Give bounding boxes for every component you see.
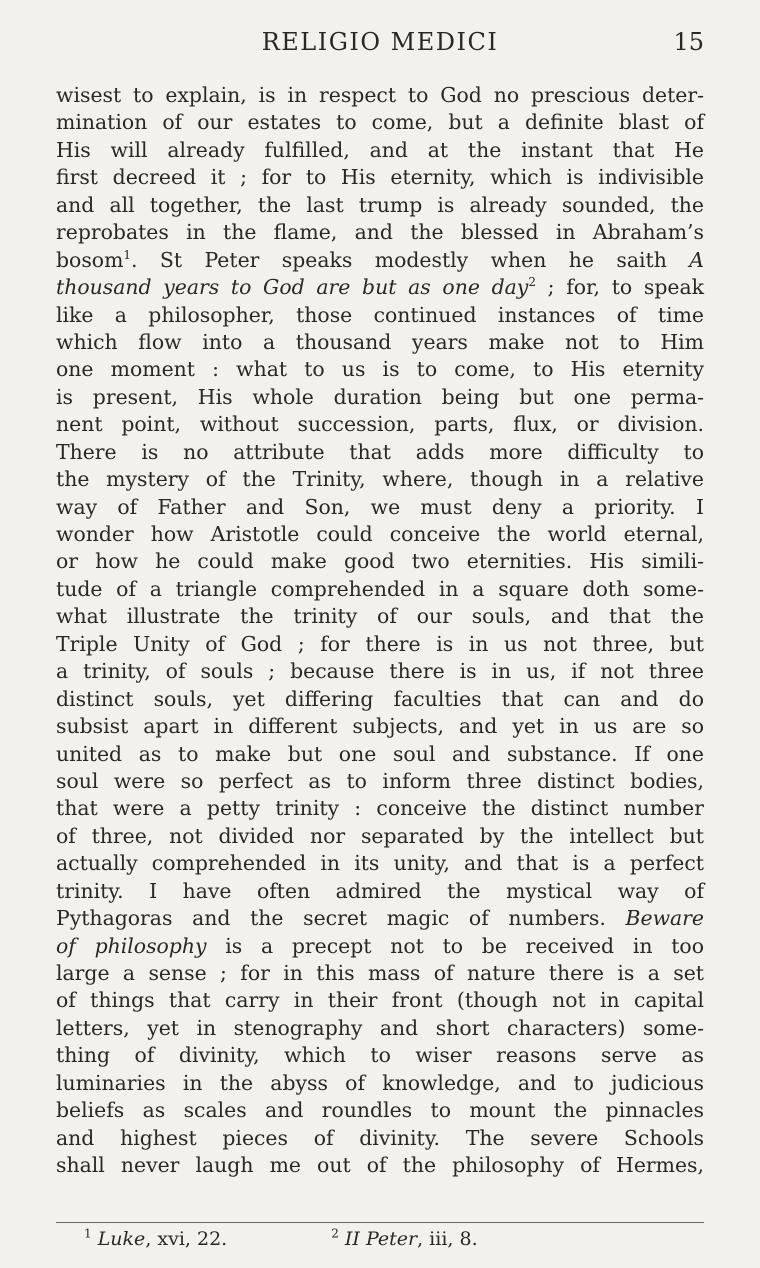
text-line [56, 713, 704, 740]
text-segment: of things that carry in their front (though not in capital [56, 988, 704, 1013]
text-line [56, 1015, 704, 1042]
body-text [56, 82, 704, 1180]
footnote-reference-location: , xvi, 22. [145, 1228, 228, 1250]
text-segment: like a philosopher, those continued instances of time [56, 302, 704, 327]
text-segment: There is no attribute that adds more difficulty to [56, 439, 704, 464]
text-segment: what illustrate the trinity of our souls, and that the [56, 604, 704, 629]
text-line [56, 274, 704, 301]
text-segment: ; for, to speak [535, 275, 704, 300]
text-line [56, 411, 704, 438]
text-segment: actually comprehended in its unity, and that is a perfect [56, 851, 704, 876]
footnotes [84, 1226, 704, 1252]
text-line [56, 137, 704, 164]
text-line [56, 1042, 704, 1069]
text-segment: thing of divinity, which to wiser reasons serve as [56, 1043, 704, 1068]
text-line [56, 768, 704, 795]
text-line [56, 521, 704, 548]
text-segment: Triple Unity of God ; for there is in us not three, but [56, 631, 704, 656]
text-segment: luminaries in the abyss of knowledge, and to judicious [56, 1070, 704, 1095]
text-line [56, 1070, 704, 1097]
text-segment: subsist apart in different subjects, and yet in us are so [56, 714, 704, 739]
page-header [56, 28, 704, 62]
text-segment: and highest pieces of divinity. The severe Schools [56, 1125, 704, 1150]
text-line [56, 933, 704, 960]
footnote-marker: 2 [528, 275, 536, 290]
text-line [56, 631, 704, 658]
italic-text: A [689, 247, 704, 272]
text-line [56, 576, 704, 603]
text-line [56, 850, 704, 877]
footnote-number: 1 [84, 1226, 92, 1241]
footnote [331, 1226, 477, 1252]
text-segment: or how he could make good two eternities. His simili- [56, 549, 704, 574]
text-segment: and all together, the last trump is already sounded, the [56, 192, 704, 217]
text-line [56, 795, 704, 822]
footnote-reference-title: II Peter [344, 1228, 418, 1250]
text-segment: is present, His whole duration being but one perma- [56, 384, 704, 409]
text-segment: trinity. I have often admired the mystical way of [56, 878, 704, 903]
text-segment: large a sense ; for in this mass of nature there is a set [56, 961, 704, 985]
text-segment: reprobates in the flame, and the blessed in Abraham’s [56, 220, 704, 245]
text-segment: of three, not divided nor separated by the intellect but [56, 823, 704, 848]
text-line [56, 82, 704, 109]
text-segment: Pythagoras and the secret magic of numbers. [56, 906, 626, 931]
text-segment: His will already fulfilled, and at the instant that He [56, 137, 704, 162]
text-line [56, 192, 704, 219]
text-segment: bosom [56, 247, 124, 272]
footnote-reference-title: Luke [97, 1228, 146, 1250]
footnote [84, 1226, 227, 1252]
text-segment: letters, yet in stenography and short characters) some- [56, 1015, 704, 1040]
text-line [56, 1097, 704, 1124]
text-line [56, 164, 704, 191]
text-segment: nent point, without succession, parts, flux, or division. [56, 412, 704, 437]
text-line [56, 878, 704, 905]
italic-text: Beware [625, 906, 704, 931]
text-line [56, 548, 704, 575]
text-segment: a trinity, of souls ; because there is in us, if not three [56, 659, 704, 684]
text-segment: . St Peter speaks modestly when he saith [131, 247, 690, 272]
text-segment: distinct souls, yet differing faculties that can and do [56, 686, 704, 711]
text-line [56, 219, 704, 246]
text-line [56, 466, 704, 493]
text-line [56, 603, 704, 630]
text-segment: united as to make but one soul and substance. If one [56, 741, 704, 766]
footnote-reference-location: , iii, 8. [417, 1228, 478, 1250]
italic-text: of philosophy [56, 933, 207, 958]
text-segment: first decreed it ; for to His eternity, which is indivisible [56, 165, 704, 190]
footnote-rule [56, 1222, 704, 1223]
text-line [56, 1152, 704, 1179]
text-segment: beliefs as scales and roundles to mount the pinnacles [56, 1098, 704, 1123]
text-segment: tude of a triangle comprehended in a square doth some- [56, 576, 704, 601]
text-segment: mination of our estates to come, but a definite blast of [56, 110, 704, 135]
text-segment: the mystery of the Trinity, where, though in a relative [56, 467, 704, 492]
text-line [56, 329, 704, 356]
running-title: RELIGIO MEDICI [261, 28, 499, 56]
text-line [56, 905, 704, 932]
footnote-number: 2 [331, 1226, 339, 1241]
text-segment: way of Father and Son, we must deny a priority. I [56, 494, 704, 519]
text-segment: wisest to explain, is in respect to God no prescious deter- [56, 83, 704, 107]
text-line [56, 109, 704, 136]
text-segment: one moment : what to us is to come, to His eternity [56, 357, 704, 382]
text-line [56, 356, 704, 383]
text-line [56, 302, 704, 329]
text-segment: which flow into a thousand years make not to Him [56, 329, 704, 354]
text-line [56, 960, 704, 987]
text-segment: that were a petty trinity : conceive the distinct number [56, 796, 704, 821]
text-line [56, 741, 704, 768]
text-line [56, 658, 704, 685]
text-line [56, 1125, 704, 1152]
text-line [56, 987, 704, 1014]
text-line [56, 247, 704, 274]
text-line [56, 686, 704, 713]
text-segment: is a precept not to be received in too [206, 933, 704, 958]
text-segment: wonder how Aristotle could conceive the world eternal, [56, 522, 704, 546]
text-line [56, 384, 704, 411]
text-segment: soul were so perfect as to inform three distinct bodies, [56, 768, 704, 793]
text-line [56, 494, 704, 521]
text-line [56, 439, 704, 466]
footnote-marker: 1 [123, 247, 132, 262]
text-segment: shall never laugh me out of the philosophy of Hermes, [56, 1153, 704, 1178]
text-line [56, 823, 704, 850]
italic-text: thousand years to God are but as one day [56, 275, 529, 300]
page-number: 15 [673, 28, 704, 56]
